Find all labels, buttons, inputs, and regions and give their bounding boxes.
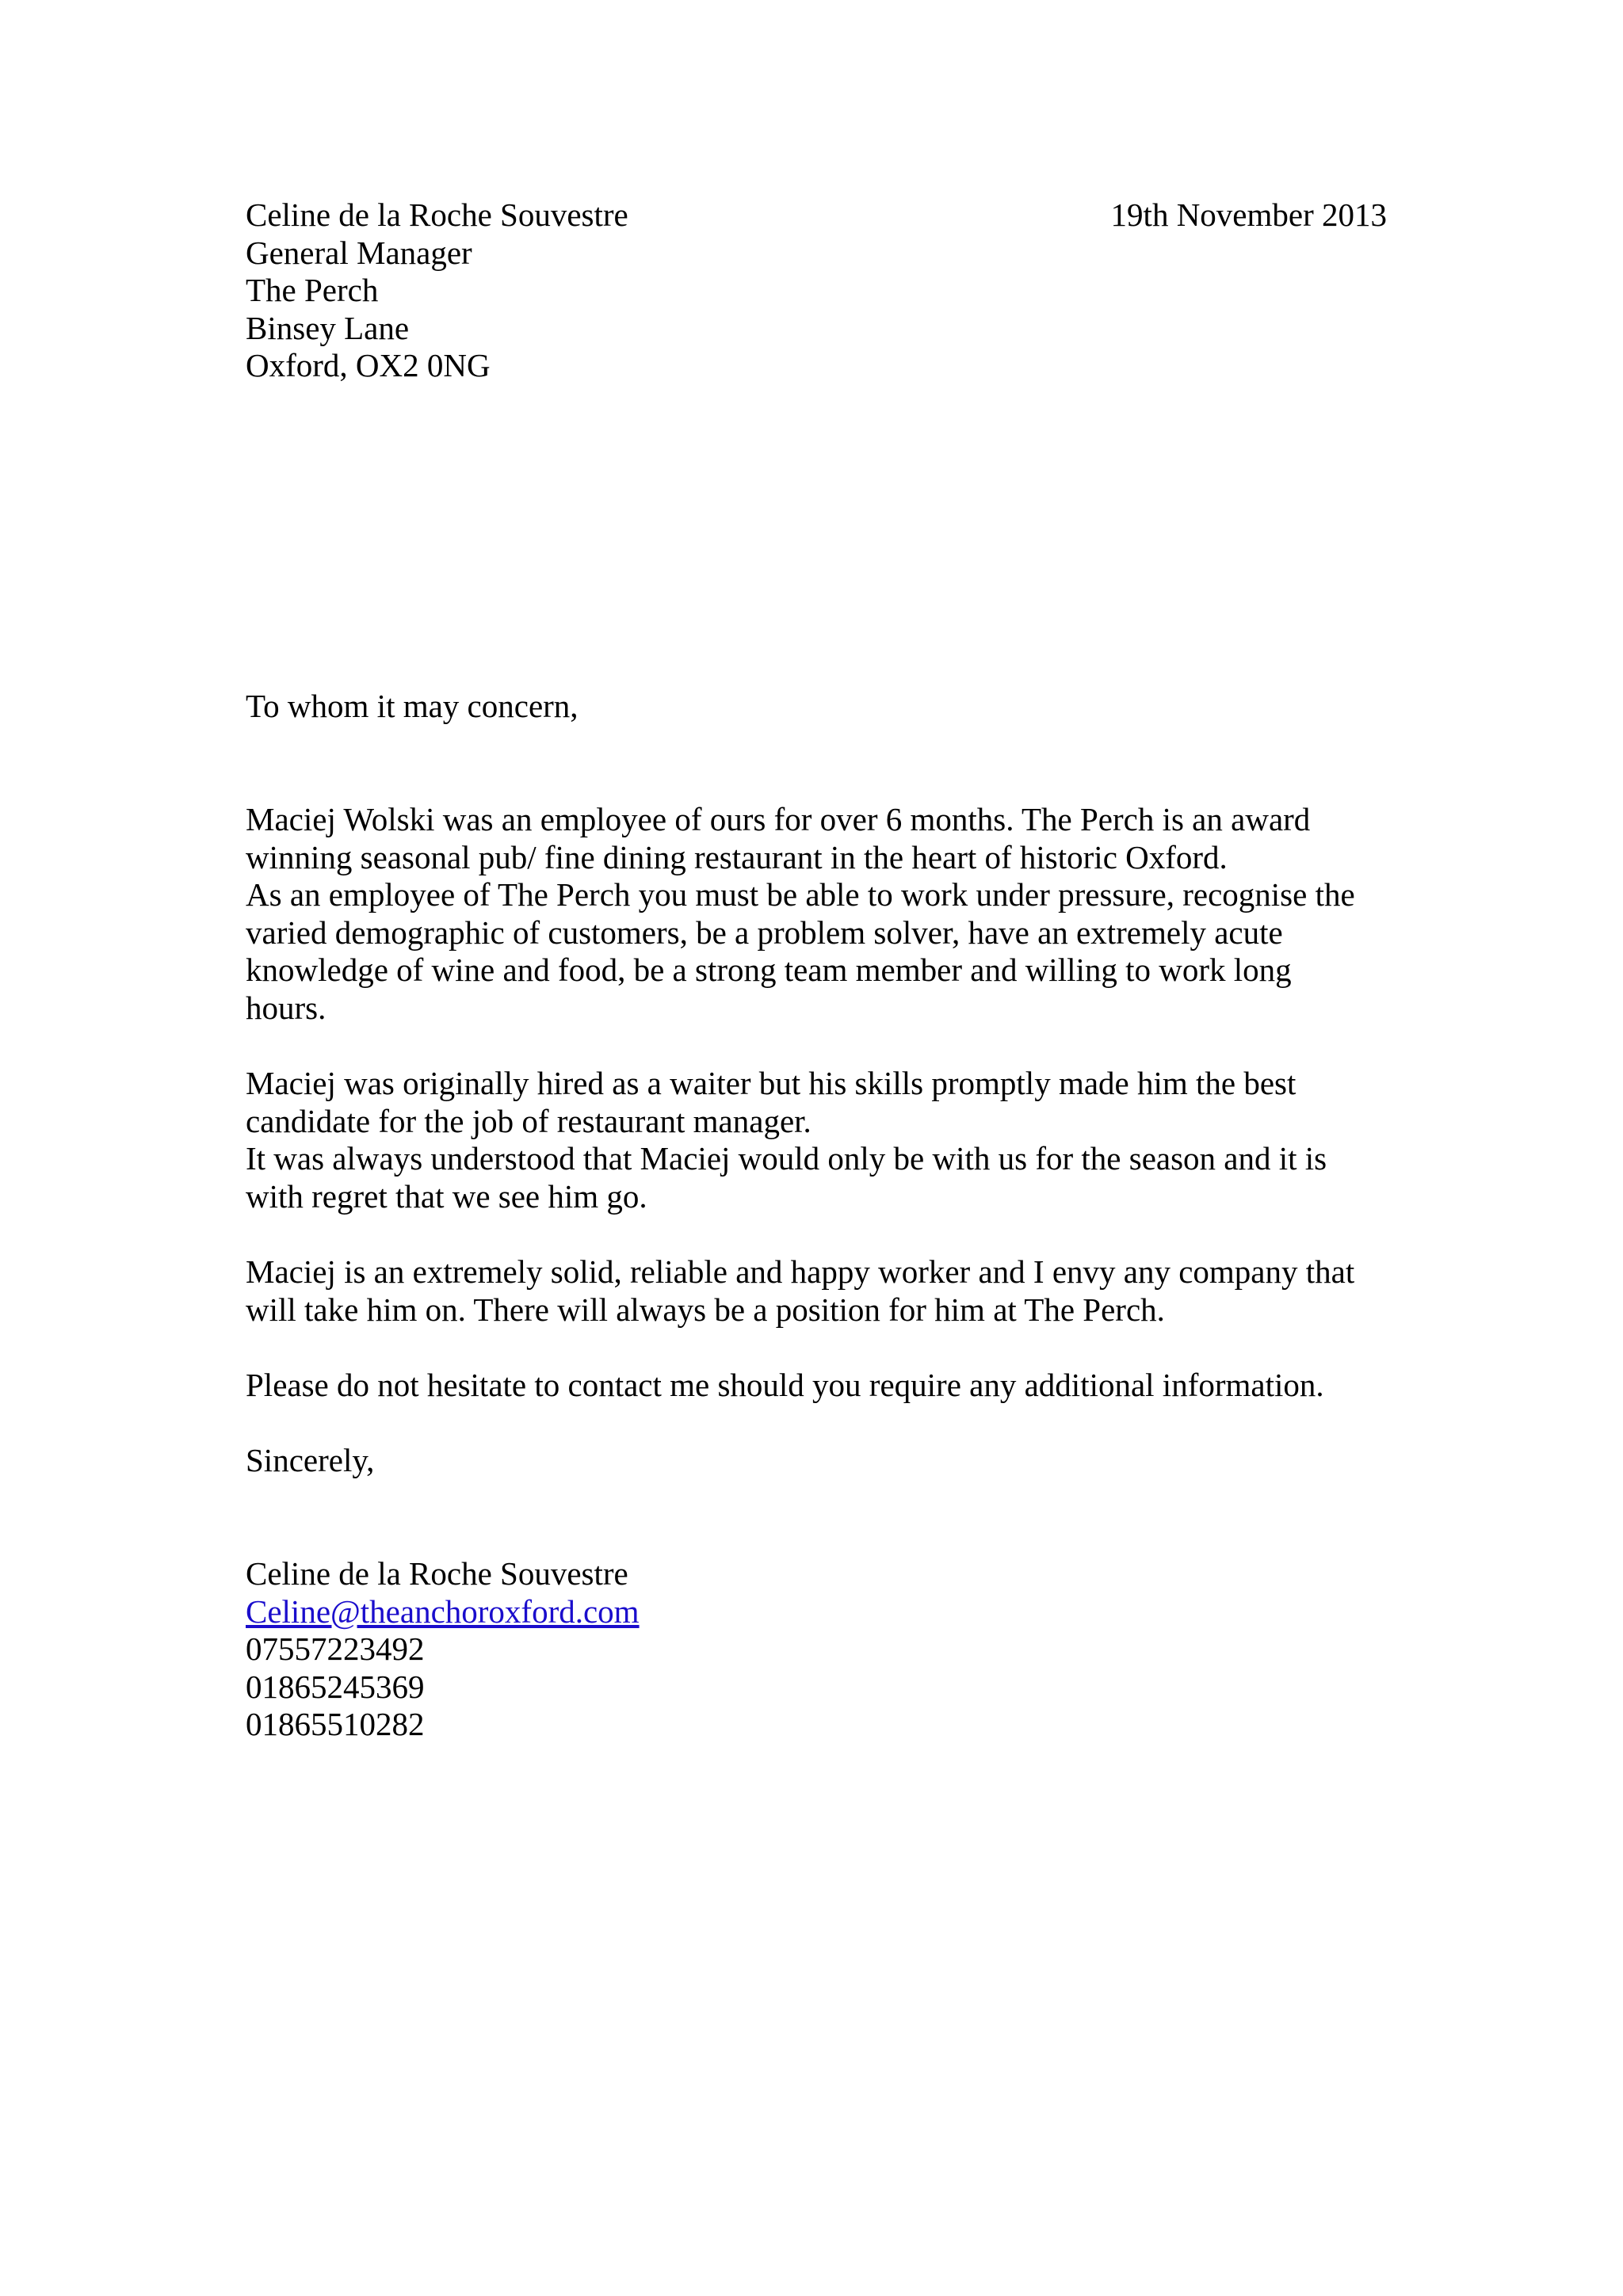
signature-email-line — [246, 1593, 1387, 1631]
salutation-text: To whom it may concern, — [246, 688, 579, 724]
body-paragraph-4 — [246, 1367, 1387, 1405]
email-link[interactable]: Celine@theanchoroxford.com — [246, 1592, 640, 1630]
signature-phone: 01865245369 — [246, 1668, 425, 1705]
sender-organization: The Perch — [246, 272, 379, 308]
body-paragraph-1 — [246, 801, 1387, 1027]
paragraph-line: knowledge of wine and food, be a strong team member and willing to work long — [246, 952, 1292, 988]
closing — [246, 1442, 1387, 1480]
sender-name: Celine de la Roche Souvestre — [246, 196, 628, 233]
paragraph-line: with regret that we see him go. — [246, 1177, 647, 1215]
paragraph-line: It was always understood that Maciej would only be with us for the season and it is — [246, 1140, 1327, 1177]
paragraph-line: winning seasonal pub/ fine dining restaurant in the heart of historic Oxford. — [246, 838, 1228, 875]
paragraph-line: As an employee of The Perch you must be able to work under pressure, recognise the — [246, 876, 1355, 913]
paragraph-line: candidate for the job of restaurant manager. — [246, 1102, 812, 1139]
signature-block — [246, 1555, 1387, 1744]
paragraph-line: Please do not hesitate to contact me should you require any additional information. — [246, 1367, 1324, 1403]
sender-city-postcode: Oxford, OX2 0NG — [246, 347, 491, 383]
closing-text: Sincerely, — [246, 1442, 375, 1478]
signature-phone: 07557223492 — [246, 1630, 425, 1667]
paragraph-line: Maciej Wolski was an employee of ours for over 6 months. The Perch is an award — [246, 801, 1311, 837]
paragraph-line: Maciej was originally hired as a waiter but his skills promptly made him the best — [246, 1065, 1296, 1101]
signature-phone: 01865510282 — [246, 1706, 425, 1742]
sender-street: Binsey Lane — [246, 309, 410, 346]
sender-title: General Manager — [246, 234, 472, 271]
body-paragraph-3 — [246, 1253, 1387, 1329]
salutation — [246, 688, 1387, 726]
paragraph-line: Maciej is an extremely solid, reliable and happy worker and I envy any company that — [246, 1253, 1355, 1290]
letter-date: 19th November 2013 — [1110, 196, 1387, 233]
paragraph-line: will take him on. There will always be a position for him at The Perch. — [246, 1291, 1165, 1328]
paragraph-line: varied demographic of customers, be a problem solver, have an extremely acute — [246, 913, 1283, 951]
signature-name: Celine de la Roche Souvestre — [246, 1555, 628, 1592]
paragraph-line: hours. — [246, 989, 327, 1026]
body-paragraph-2 — [246, 1065, 1387, 1215]
